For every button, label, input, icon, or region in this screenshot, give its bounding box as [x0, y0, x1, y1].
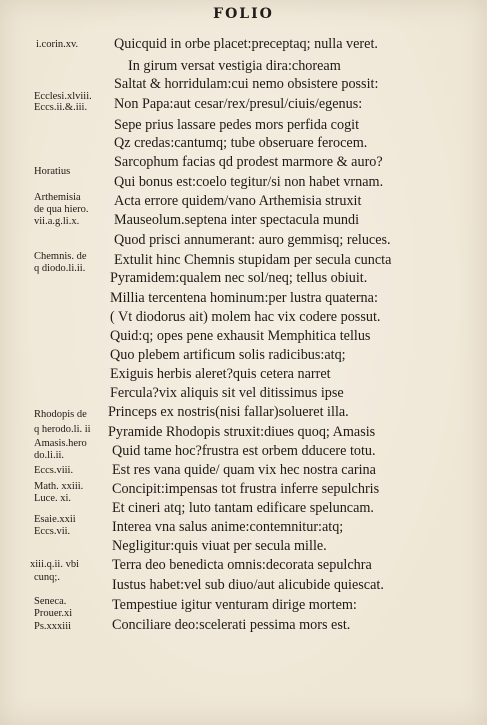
margin-note: de qua hiero.	[34, 204, 89, 215]
verse-line: Extulit hinc Chemnis stupidam per secula cuncta	[114, 252, 392, 268]
verse-line: Iustus habet:vel sub diuo/aut alicubide quiescat.	[112, 577, 384, 593]
margin-note: Amasis.hero	[34, 438, 87, 449]
verse-line: Acta errore quidem/vano Arthemisia struxit	[114, 193, 362, 209]
verse-line: Qz credas:cantumq; tube obseruare ferocem.	[114, 135, 368, 151]
verse-line: Est res vana quide/ quam vix hec nostra carina	[112, 462, 376, 478]
verse-line: Quod prisci annumerant: auro gemmisq; reluces.	[114, 232, 391, 248]
margin-note: Eccs.ii.&.iii.	[34, 102, 88, 113]
margin-note: Math. xxiii.	[34, 481, 84, 492]
verse-line: Princeps ex nostris(nisi fallar)solueret illa.	[108, 404, 349, 420]
verse-line: Quid tame hoc?frustra est orbem dducere totu.	[112, 443, 376, 459]
margin-note: Rhodopis de	[34, 409, 87, 420]
margin-note: q herodo.li. ii	[34, 424, 91, 435]
verse-line: In girum versat vestigia dira:choream	[128, 58, 341, 74]
margin-note: i.corin.xv.	[36, 39, 79, 50]
verse-line: Quo plebem artificum solis radicibus:atq;	[110, 347, 346, 363]
verse-line: Quid:q; opes pene exhausit Memphitica tellus	[110, 328, 371, 344]
margin-note: Eccs.vii.	[34, 526, 71, 537]
verse-line: Et cineri atq; luto tantam edificare speluncam.	[112, 500, 374, 516]
margin-note: Prouer.xi	[34, 608, 73, 619]
verse-line: Pyramidem:qualem nec sol/neq; tellus obiuit.	[110, 270, 368, 286]
verse-line: Tempestiue igitur venturam dirige mortem:	[112, 597, 357, 613]
margin-note: vii.a.g.li.x.	[34, 216, 80, 227]
verse-line: Interea vna salus anime:contemnitur:atq;	[112, 519, 344, 535]
verse-line: Terra deo benedicta omnis:decorata sepulchra	[112, 557, 372, 573]
margin-note: Seneca.	[34, 596, 67, 607]
verse-line: Exiguis herbis aleret?quis cetera narret	[110, 366, 331, 382]
margin-note: cunq;.	[34, 572, 60, 583]
margin-note: Arthemisia	[34, 192, 81, 203]
verse-line: Sarcophum facias qd prodest marmore & auro?	[114, 154, 383, 170]
margin-note: Ps.xxxiii	[34, 621, 72, 632]
verse-line: Qui bonus est:coelo tegitur/si non habet vrnam.	[114, 174, 384, 190]
margin-note: Eccs.viii.	[34, 465, 74, 476]
margin-note: Ecclesi.xlviii.	[34, 91, 92, 102]
margin-note: Esaie.xxii	[34, 514, 76, 525]
margin-note: do.li.ii.	[34, 450, 65, 461]
verse-line: Negligitur:quis viuat per secula mille.	[112, 538, 327, 554]
verse-line: Fercula?vix aliquis sit vel ditissimus ipse	[110, 385, 344, 401]
margin-note: xiii.q.ii. vbi	[30, 559, 80, 570]
margin-note: Chemnis. de	[34, 251, 87, 262]
running-head: FOLIO	[213, 6, 274, 22]
margin-note: Horatius	[34, 166, 71, 177]
verse-line: Quicquid in orbe placet:preceptaq; nulla veret.	[114, 36, 378, 52]
verse-line: ( Vt diodorus ait) molem hac vix codere possut.	[110, 309, 381, 325]
verse-line: Mauseolum.septena inter spectacula mundi	[114, 212, 360, 228]
verse-line: Concipit:impensas tot frustra inferre sepulchris	[112, 481, 380, 497]
verse-line: Pyramide Rhodopis struxit:diues quoq; Amasis	[108, 424, 376, 440]
verse-line: Millia tercentena hominum:per lustra quaterna:	[110, 290, 378, 306]
verse-line: Sepe prius lassare pedes mors perfida cogit	[114, 117, 360, 133]
margin-note: Luce. xi.	[34, 493, 72, 504]
verse-line: Saltat & horridulam:cui nemo obsistere possit:	[114, 76, 379, 92]
margin-note: q diodo.li.ii.	[34, 263, 86, 274]
verse-line: Conciliare deo:scelerati pessima mors est.	[112, 617, 351, 633]
verse-line: Non Papa:aut cesar/rex/presul/ciuis/egenus:	[114, 96, 363, 112]
